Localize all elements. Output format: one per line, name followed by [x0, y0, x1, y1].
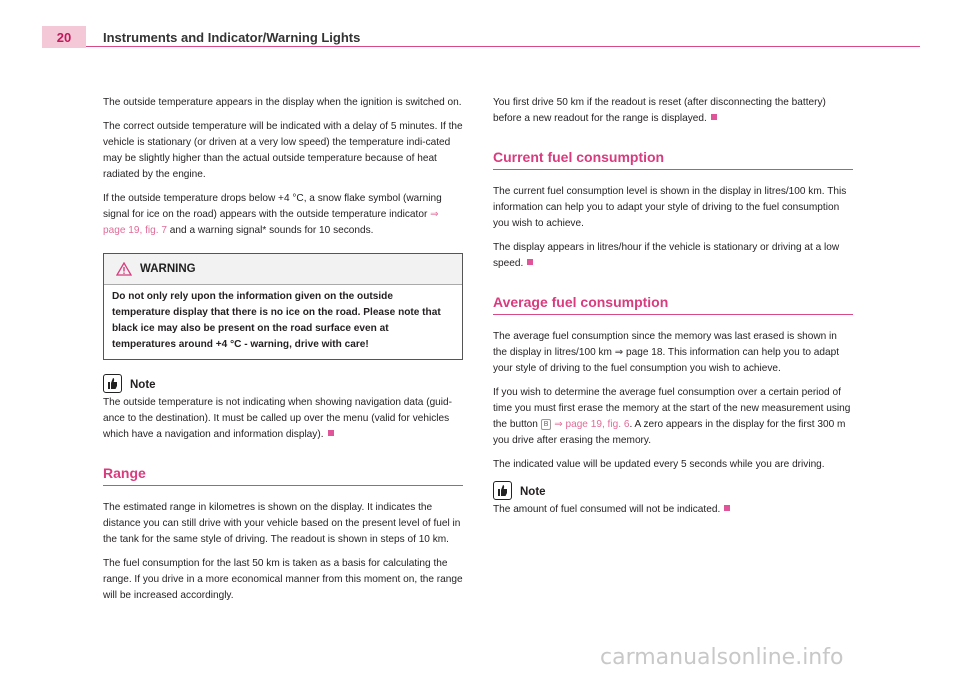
- note-title: Note: [520, 486, 546, 498]
- paragraph: The display appears in litres/hour if the vehicle is stationary or driving at a low speed.: [493, 242, 840, 269]
- paragraph-text: If the outside temperature drops below +4 °C, a snow flake symbol (warning signal for ice on the road) appears with the outside temperature indicator: [103, 193, 442, 220]
- paragraph: The indicated value will be updated every 5 seconds while you are driving.: [493, 459, 825, 470]
- section-end-marker: [724, 505, 730, 511]
- paragraph: The fuel consumption for the last 50 km is taken as a basis for calculating the range. If you drive in a more economical manner from this moment on, the range will be increased accordingly.: [103, 558, 463, 601]
- paragraph: [103, 191, 463, 239]
- section-heading-average-fuel: Average fuel consumption: [493, 294, 853, 315]
- paragraph: The estimated range in kilometres is shown on the display. It indicates the distance you can still drive with your vehicle based on the present level of fuel in the tank for the same style of driving. The readout is shown in steps of 10 km.: [103, 502, 461, 545]
- section-heading-range: Range: [103, 465, 463, 486]
- button-b-key-icon: B: [541, 419, 552, 430]
- warning-header: [104, 254, 462, 285]
- paragraph: The current fuel consumption level is shown in the display in litres/100 km. This information can help you to adapt your style of driving to the fuel consumption you wish to achieve.: [493, 186, 847, 229]
- note-title: Note: [130, 379, 156, 391]
- note-text: The outside temperature is not indicating when showing navigation data (guid-ance to the destination). It must be called up over the menu (valid for vehicles which have a navigation and information display).: [103, 397, 453, 440]
- page-number: 20: [42, 26, 86, 48]
- paragraph-text: and a warning signal* sounds for 10 seconds.: [169, 225, 374, 236]
- page-link[interactable]: ⇒ page 19, fig. 7: [103, 209, 439, 236]
- warning-text: Do not only rely upon the information given on the outside temperature display that there is no ice on the road. Please note that black ice may also be present on the road surface even at temperatures around +4 °C - warning, drive with care!: [112, 291, 441, 350]
- page-header-title: Instruments and Indicator/Warning Lights: [103, 30, 361, 45]
- watermark: carmanualsonline.info: [600, 645, 844, 670]
- page-link[interactable]: ⇒ page 19, fig. 6: [554, 419, 630, 430]
- right-column: [493, 95, 853, 526]
- section-end-marker: [328, 430, 334, 436]
- paragraph: You first drive 50 km if the readout is reset (after disconnecting the battery) before a new readout for the range is displayed.: [493, 97, 826, 124]
- note-text: The amount of fuel consumed will not be indicated.: [493, 502, 853, 518]
- note-header: [493, 481, 853, 500]
- section-heading-current-fuel: Current fuel consumption: [493, 149, 853, 170]
- section-end-marker: [527, 259, 533, 265]
- note-icon: [103, 374, 122, 393]
- left-column: [103, 95, 463, 612]
- paragraph: The outside temperature appears in the display when the ignition is switched on.: [103, 97, 462, 108]
- warning-box: [103, 253, 463, 360]
- warning-triangle-icon: [116, 262, 132, 276]
- paragraph: The average fuel consumption since the memory was last erased is shown in the display in litres/100 km ⇒ page 18. This information can help you to adapt your style of driving to the fuel consumption you wish to achieve.: [493, 331, 840, 374]
- note-icon: [493, 481, 512, 500]
- note-header: [103, 374, 463, 393]
- paragraph: If you wish to determine the average fuel consumption over a certain period of time you must first erase the memory at the start of the new measurement using the button B ⇒ page 19, fig. 6. A zero appears in the display for the first 300 m you drive after erasing the memory.: [493, 387, 851, 446]
- warning-title: WARNING: [140, 263, 196, 275]
- header-rule: [86, 46, 920, 47]
- paragraph: The correct outside temperature will be indicated with a delay of 5 minutes. If the vehicle is stationary (or driven at a very low speed) the temperature indi-cated may be slightly higher than the actual outside temperature because of heat radiated by the engine.: [103, 121, 463, 180]
- section-end-marker: [711, 114, 717, 120]
